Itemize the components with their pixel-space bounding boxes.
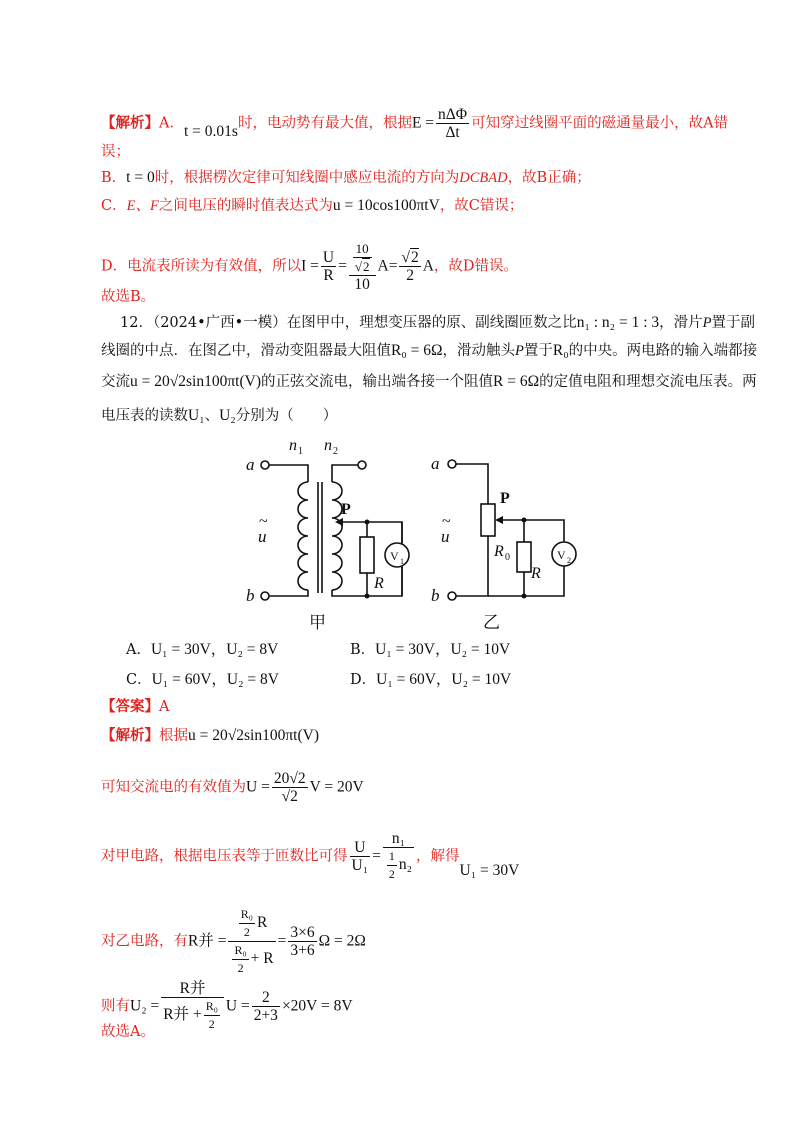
question-number: 12． xyxy=(120,315,153,331)
analysis2-line4: 对乙电路，有R并 = $\frac{\text{R₀}}{2}$ R $\frac{\text{R₀}}{2}$ + R = $\frac{3\times 6}{3+6}$ Ω = 2Ω xyxy=(101,907,366,975)
svg-text:~: ~ xyxy=(442,513,451,530)
svg-text:R: R xyxy=(531,565,541,582)
svg-text:P: P xyxy=(500,490,510,507)
question-line1: 12．（2024•广西•一模）在图甲中，理想变压器的原、副线圈匝数之比n₁ : n₂ = 1 : 3，滑片P置于副 xyxy=(120,314,755,331)
option-a[interactable]: A．U₁ = 30V，U₂ = 8V xyxy=(126,641,279,658)
caption-jia: 甲 xyxy=(309,613,326,633)
svg-text:V: V xyxy=(390,549,399,563)
label-n1: n xyxy=(289,437,297,454)
svg-text:1: 1 xyxy=(298,446,303,457)
analysis-c-line: C．E、F之间电压的瞬时值表达式为u = 10cos100πtV，故C错误； xyxy=(101,197,524,214)
label-p: P xyxy=(341,501,351,518)
analysis-conclusion: 故选B。 xyxy=(101,289,156,305)
label-n2: n xyxy=(324,437,332,454)
question-line4: 电压表的读数U₁、U₂分别为（ ） xyxy=(101,407,338,424)
label-a: a xyxy=(246,455,255,474)
option-c[interactable]: C．U₁ = 60V，U₂ = 8V xyxy=(126,671,279,688)
analysis-a-line: 【解析】A．t = 0.01s时，电动势有最大值，根据E = $\frac{\text{nΔΦ}}{\Delta t}$ 可知穿过线圈平面的磁通量最小，故A错 xyxy=(101,106,729,141)
svg-text:1: 1 xyxy=(400,557,404,566)
question-line3: 交流u = 20√2sin100πt(V)的正弦交流电，输出端各接一个阻值R = 6Ω的定值电阻和理想交流电压表。两 xyxy=(101,373,757,390)
nested-fraction: $\frac{\frac{10}{√2}}{10}$ xyxy=(349,240,376,293)
secondary-coil xyxy=(332,482,342,590)
time-value: t = 0.01s xyxy=(183,122,238,140)
analysis-a-line2: 误； xyxy=(101,144,130,160)
svg-text:~: ~ xyxy=(259,513,268,530)
svg-text:b: b xyxy=(431,586,440,605)
analysis2-line2: 可知交流电的有效值为U = $\frac{20√2}{√2}$ V = 20V xyxy=(101,770,364,805)
option-d[interactable]: D．U₁ = 60V，U₂ = 10V xyxy=(350,671,512,688)
svg-text:2: 2 xyxy=(567,556,571,565)
label-u: u xyxy=(258,527,267,546)
slider-p2-arrow xyxy=(495,516,503,524)
circuit-diagram-yi xyxy=(420,450,580,608)
analysis-b-line: B．t = 0时，根据楞次定律可知线圈中感应电流的方向为DCBAD，故B正确； xyxy=(101,169,591,186)
svg-text:2: 2 xyxy=(333,446,338,457)
caption-yi: 乙 xyxy=(483,613,500,633)
primary-coil xyxy=(298,482,308,590)
emf-fraction: $\frac{\text{nΔΦ}}{\Delta t}$ xyxy=(438,106,468,141)
label-r: R xyxy=(374,575,384,592)
label-r0: R xyxy=(494,543,504,560)
option-b[interactable]: B．U₁ = 30V，U₂ = 10V xyxy=(350,641,511,658)
analysis2-line1: 【解析】根据u = 20√2sin100πt(V) xyxy=(101,727,319,744)
answer-value: A xyxy=(159,699,170,715)
answer-line xyxy=(101,697,169,717)
circuit-diagram-jia xyxy=(232,430,412,608)
terminal-out xyxy=(358,461,366,469)
terminal-b xyxy=(261,592,269,600)
svg-text:0: 0 xyxy=(505,552,510,563)
analysis2-line3: 对甲电路，根据电压表等于匝数比可得 $\frac{U}{\text{U₁}}$ = n₁ $\frac{1}{2}$ n₂ ，解得U₁ = 30V xyxy=(101,830,520,881)
question-line2: 线圈的中点．在图乙中，滑动变阻器最大阻值R₀ = 6Ω，滑动触头P置于R₀的中央。两电路的输入端都接 xyxy=(101,342,758,359)
svg-text:V: V xyxy=(557,548,566,562)
rheostat-r0 xyxy=(481,504,495,536)
svg-text:a: a xyxy=(431,454,440,473)
resistor-R xyxy=(360,537,374,573)
analysis2-conclusion: 故选A。 xyxy=(101,1024,155,1040)
resistor-R2 xyxy=(517,542,531,572)
analysis-tag: 【解析】 xyxy=(101,114,159,132)
svg-text:u: u xyxy=(441,527,450,546)
analysis-d-line: D．电流表所读为有效值，所以I = $\frac{U}{R}$ = $\frac{\frac{10}{√2}}{10}$ A= $\frac{√2}{2}$ A，故D错误。 xyxy=(101,241,519,293)
answer-tag: 【答案】 xyxy=(101,698,159,715)
analysis2-line5: 则有U₂ = R并 R并 + $\frac{\text{R₀}}{2}$ U = $\frac{2}{2+3}$ ×20V = 8V xyxy=(101,980,353,1031)
terminal-a xyxy=(261,461,269,469)
label-b: b xyxy=(246,586,255,605)
